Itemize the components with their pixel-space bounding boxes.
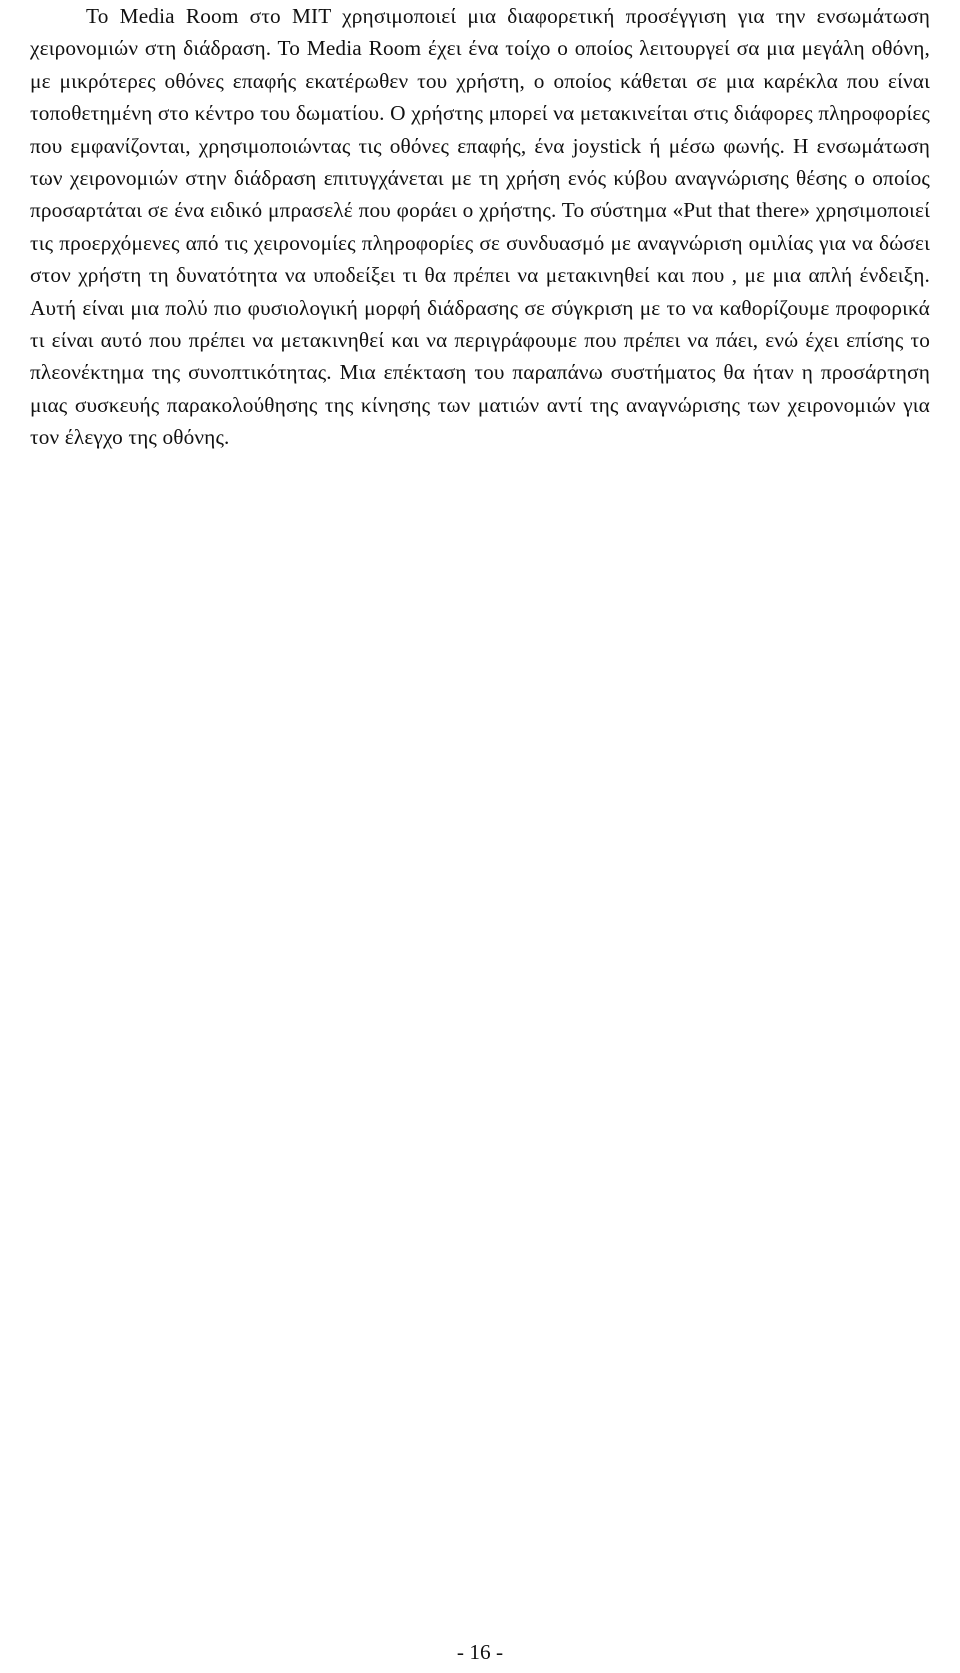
page-number: - 16 - <box>456 1640 504 1664</box>
body-paragraph: Το Media Room στο MIT χρησιμοποιεί μια διαφορετική προσέγγιση για την ενσωμάτωση χειρονομιών στη διάδραση. Το Media Room έχει ένα τοίχο ο οποίος λειτουργεί σα μια μεγάλη οθόνη, με μικρότερες οθόνες επαφής εκατέρωθεν του χρήστη, ο οποίος κάθεται σε μια καρέκλα που είναι τοποθετημένη στο κέντρο του δωματίου. Ο χρήστης μπορεί να μετακινείται στις διάφορες πληροφορίες που εμφανίζονται, χρησιμοποιώντας τις οθόνες επαφής, ένα joystick ή μέσω φωνής. Η ενσωμάτωση των χειρονομιών στην διάδραση επιτυγχάνεται με τη χρήση ενός κύβου αναγνώρισης θέσης ο οποίος προσαρτάται σε ένα ειδικό μπρασελέ που φοράει ο χρήστης. Το σύστημα «Put that there» χρησιμοποιεί τις προερχόμενες από τις χειρονομίες πληροφορίες σε συνδυασμό με αναγνώριση ομιλίας για να δώσει στον χρήστη τη δυνατότητα να υποδείξει τι θα πρέπει να μετακινηθεί και που , με μια απλή ένδειξη. Αυτή είναι μια πολύ πιο φυσιολογική μορφή διάδρασης σε σύγκριση με το να καθορίζουμε προφορικά τι είναι αυτό που πρέπει να μετακινηθεί και να περιγράφουμε που πρέπει να πάει, ενώ έχει επίσης το πλεονέκτημα της συνοπτικότητας. Μια επέκταση του παραπάνω συστήματος θα ήταν η προσάρτηση μιας συσκευής παρακολούθησης της κίνησης των ματιών αντί της αναγνώρισης των χειρονομιών για τον έλεγχο της οθόνης. <box>30 4 930 450</box>
